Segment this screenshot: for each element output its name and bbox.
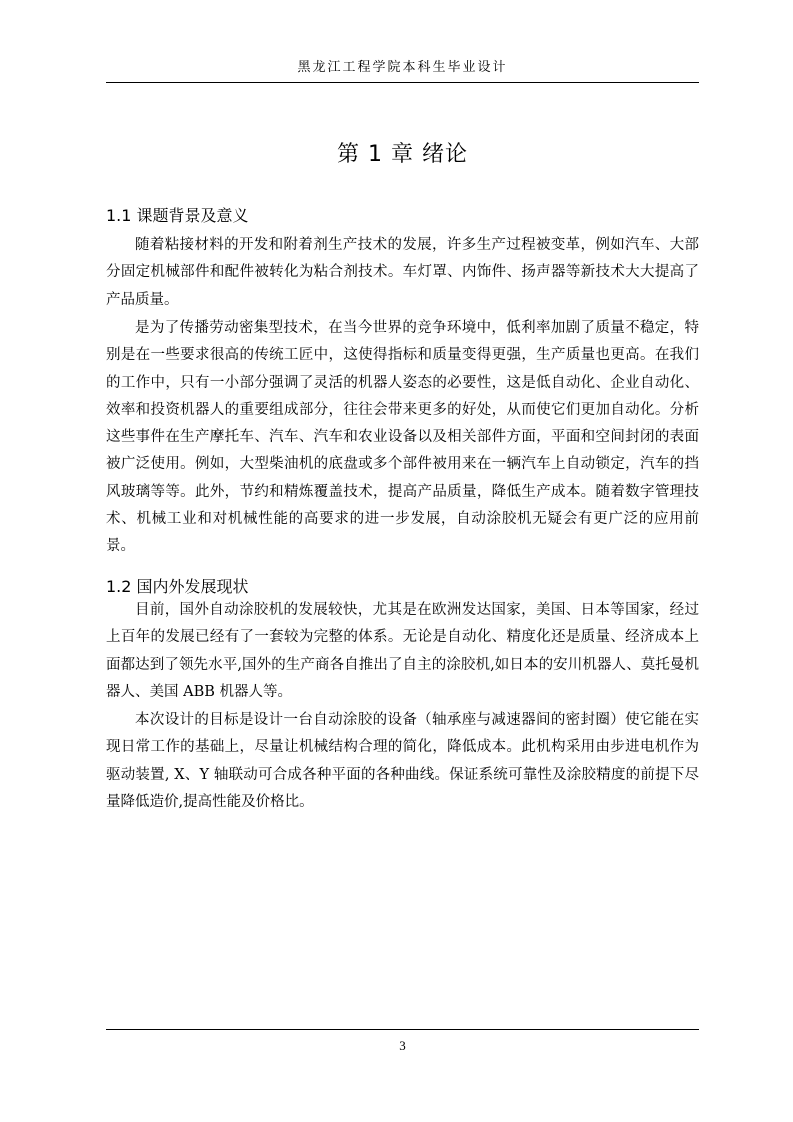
- paragraph: 目前，国外自动涂胶机的发展较快，尤其是在欧洲发达国家，美国、日本等国家，经过上百年的发展已经有了一套较为完整的体系。无论是自动化、精度化还是质量、经济成本上面都达到了领先水平,国外的生产商各自推出了自主的涂胶机,如日本的安川机器人、莫托曼机器人、美国 ABB 机器人等。: [106, 602, 699, 700]
- section-title-1-2: 1.2 国内外发展现状: [106, 577, 249, 596]
- paragraph: 本次设计的目标是设计一台自动涂胶的设备（轴承座与减速器间的密封圈）使它能在实现日常工作的基础上，尽量让机械结构合理的简化，降低成本。此机构采用由步进电机作为驱动装置, X、Y 轴联动可合成各种平面的各种曲线。保证系统可靠性及涂胶精度的前提下尽量降低造价,提高性能及价格比。: [106, 712, 699, 810]
- paragraph: 是为了传播劳动密集型技术，在当今世界的竞争环境中，低利率加剧了质量不稳定，特别是在一些要求很高的传统工匠中，这使得指标和质量变得更强，生产质量也更高。在我们的工作中，只有一小部分强调了灵活的机器人姿态的必要性，这是低自动化、企业自动化、效率和投资机器人的重要组成部分，往往会带来更多的好处，从而使它们更加自动化。分析这些事件在生产摩托车、汽车、汽车和农业设备以及相关部件方面，平面和空间封闭的表面被广泛使用。例如，大型柴油机的底盘或多个部件被用来在一辆汽车上自动锁定，汽车的挡风玻璃等等。此外，节约和精炼覆盖技术，提高产品质量，降低生产成本。随着数字管理技术、机械工业和对机械性能的高要求的进一步发展，自动涂胶机无疑会有更广泛的应用前景。: [106, 320, 699, 555]
- header-divider: [106, 82, 699, 83]
- paragraph: 随着粘接材料的开发和附着剂生产技术的发展，许多生产过程被变革，例如汽车、大部分固定机械部件和配件被转化为粘合剂技术。车灯罩、内饰件、扬声器等新技术大大提高了产品质量。: [106, 237, 699, 308]
- page-number: 3: [399, 1038, 406, 1053]
- header-title: 黑龙江工程学院本科生毕业设计: [297, 60, 508, 75]
- section-title-1-1: 1.1 课题背景及意义: [106, 206, 249, 225]
- footer-divider: [106, 1029, 699, 1030]
- chapter-title: 第 1 章 绪论: [337, 142, 468, 167]
